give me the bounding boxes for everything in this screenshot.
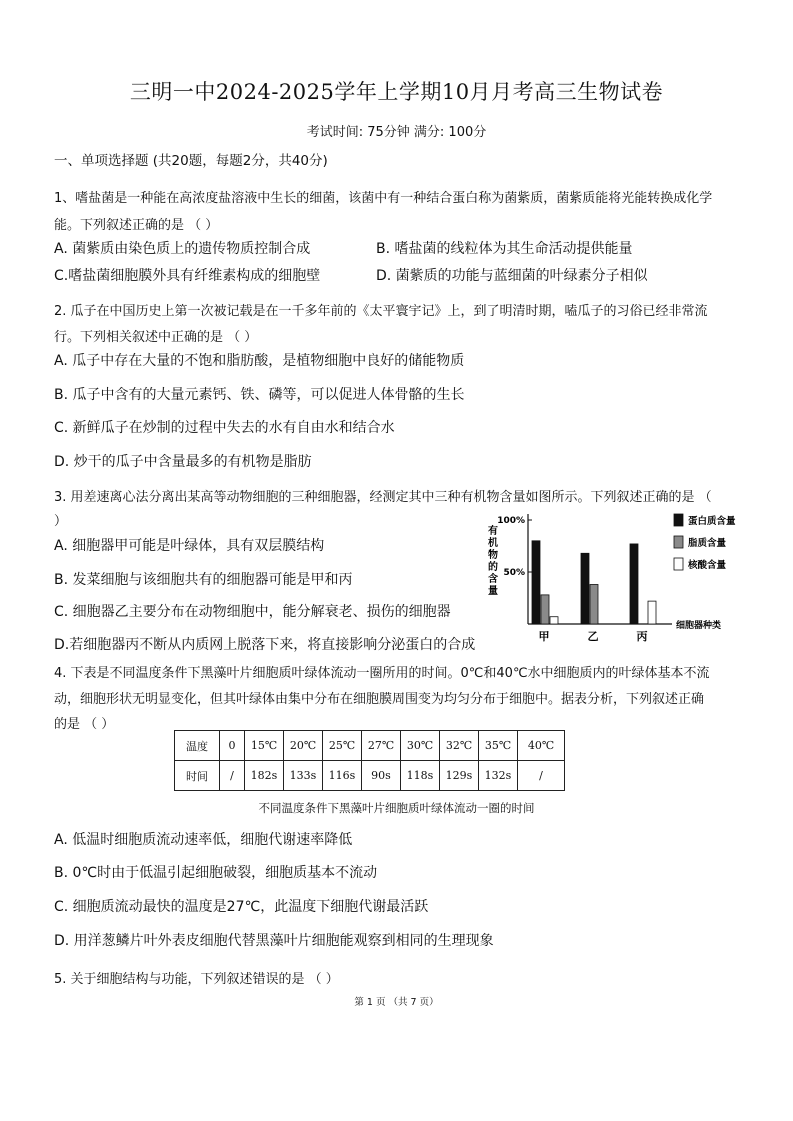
table-cell: 15℃	[245, 731, 284, 761]
x-tick-label: 丙	[636, 630, 648, 643]
q5-stem-line1: 5. 关于细胞结构与功能，下列叙述错误的是 （ ）	[54, 972, 339, 987]
q1-option-a: A. 菌紫质由染色质上的遗传物质控制合成	[54, 241, 311, 257]
exam-subtitle: 考试时间: 75分钟 满分: 100分	[306, 125, 487, 140]
x-tick-label: 甲	[538, 630, 550, 643]
q4-option-a: A. 低温时细胞质流动速率低，细胞代谢速率降低	[54, 832, 353, 848]
q2-option-b: B. 瓜子中含有的大量元素钙、铁、磷等，可以促进人体骨骼的生长	[54, 387, 465, 403]
table-cell: /	[220, 761, 245, 791]
q3-option-a: A. 细胞器甲可能是叶绿体，具有双层膜结构	[54, 538, 325, 554]
q4-stem-line1: 4. 下表是不同温度条件下黑藻叶片细胞质叶绿体流动一圈所用的时间。0℃和40℃水中细胞质内的叶绿体基本不流	[54, 666, 710, 681]
table-cell: 116s	[323, 761, 362, 791]
table-cell: 32℃	[440, 731, 479, 761]
q3-option-d: D.若细胞器丙不断从内质网上脱落下来，将直接影响分泌蛋白的合成	[54, 637, 476, 653]
bar	[630, 544, 638, 624]
table-cell: 27℃	[362, 731, 401, 761]
q1-option-b: B. 嗜盐菌的线粒体为其生命活动提供能量	[376, 241, 633, 257]
q1-option-d: D. 菌紫质的功能与蓝细菌的叶绿素分子相似	[376, 268, 648, 284]
exam-title: 三明一中2024-2025学年上学期10月月考高三生物试卷	[129, 80, 664, 104]
page-footer: 第 1 页 （共 7 页）	[354, 997, 439, 1008]
table-row-temperature	[175, 731, 565, 761]
table-cell: 20℃	[284, 731, 323, 761]
y-axis-label-char: 的	[488, 562, 498, 573]
q2-stem-line2: 行。下列相关叙述中正确的是 （ ）	[54, 330, 258, 345]
table-row-time	[175, 761, 565, 791]
y-axis-label-char: 机	[488, 538, 498, 549]
q1-stem-line2: 能。下列叙述正确的是 （ ）	[54, 218, 219, 233]
legend-label: 核酸含量	[688, 560, 727, 571]
table-cell: 30℃	[401, 731, 440, 761]
legend-label: 脂质含量	[688, 538, 727, 549]
q3-option-c: C. 细胞器乙主要分布在动物细胞中，能分解衰老、损伤的细胞器	[54, 604, 451, 620]
section-heading: 一、单项选择题 (共20题，每题2分，共40分)	[54, 153, 328, 169]
bar	[648, 601, 656, 624]
bar	[590, 584, 598, 624]
table-cell: /	[518, 761, 565, 791]
y-axis-label-char: 量	[488, 586, 498, 597]
table-caption: 不同温度条件下黑藻叶片细胞质叶绿体流动一圈的时间	[258, 801, 535, 815]
bar	[581, 553, 589, 624]
q2-option-a: A. 瓜子中存在大量的不饱和脂肪酸，是植物细胞中良好的储能物质	[54, 353, 465, 369]
table-cell: 35℃	[479, 731, 518, 761]
bar	[532, 541, 540, 624]
q3-bar-chart	[484, 506, 754, 650]
legend-swatch	[674, 558, 683, 570]
table-cell: 118s	[401, 761, 440, 791]
x-axis-label: 细胞器种类	[676, 621, 722, 631]
x-tick-label: 乙	[587, 630, 599, 643]
q4-option-c: C. 细胞质流动最快的温度是27℃，此温度下细胞代谢最活跃	[54, 899, 429, 915]
q4-stem-line2: 动，细胞形状无明显变化，但其叶绿体由集中分布在细胞膜周围变为均匀分布于细胞中。据表分析，下列叙述正确	[54, 692, 705, 707]
table-cell: 132s	[479, 761, 518, 791]
y-axis-label-char: 有	[488, 526, 498, 537]
y-tick-label: 50%	[503, 568, 525, 578]
table-cell: 133s	[284, 761, 323, 791]
table-cell: 129s	[440, 761, 479, 791]
legend-swatch	[674, 514, 683, 526]
y-tick-label: 100%	[497, 516, 525, 526]
legend-label: 蛋白质含量	[688, 516, 736, 527]
y-axis-label-char: 含	[488, 574, 498, 585]
table-cell: 25℃	[323, 731, 362, 761]
q4-option-d: D. 用洋葱鳞片叶外表皮细胞代替黑藻叶片细胞能观察到相同的生理现象	[54, 933, 494, 949]
q4-stem-line3: 的是 （ ）	[54, 717, 115, 732]
q3-option-b: B. 发菜细胞与该细胞共有的细胞器可能是甲和丙	[54, 572, 353, 588]
q2-stem-line1: 2. 瓜子在中国历史上第一次被记载是在一千多年前的《太平寰宇记》上，到了明清时期，嗑瓜子的习俗已经非常流	[54, 304, 708, 319]
table-cell: 182s	[245, 761, 284, 791]
q3-stem-line1: 3. 用差速离心法分离出某高等动物细胞的三种细胞器，经测定其中三种有机物含量如图所示。下列叙述正确的是 （	[54, 490, 712, 505]
bar	[550, 617, 558, 624]
table-cell: 0	[220, 731, 245, 761]
table-cell: 40℃	[518, 731, 565, 761]
q4-option-b: B. 0℃时由于低温引起细胞破裂，细胞质基本不流动	[54, 865, 378, 881]
y-axis-label-char: 物	[488, 550, 498, 561]
q3-stem-line2: ）	[54, 514, 68, 529]
temperature-table	[174, 730, 565, 791]
q1-stem-line1: 1、嗜盐菌是一种能在高浓度盐溶液中生长的细菌，该菌中有一种结合蛋白称为菌紫质，菌紫质能将光能转换成化学	[54, 191, 713, 206]
q2-option-c: C. 新鲜瓜子在炒制的过程中失去的水有自由水和结合水	[54, 420, 395, 436]
row-label-temperature: 温度	[175, 731, 220, 761]
bar	[541, 595, 549, 624]
row-label-time: 时间	[175, 761, 220, 791]
legend-swatch	[674, 536, 683, 548]
table-cell: 90s	[362, 761, 401, 791]
q2-option-d: D. 炒干的瓜子中含量最多的有机物是脂肪	[54, 454, 312, 470]
q1-option-c: C.嗜盐菌细胞膜外具有纤维素构成的细胞壁	[54, 268, 321, 284]
